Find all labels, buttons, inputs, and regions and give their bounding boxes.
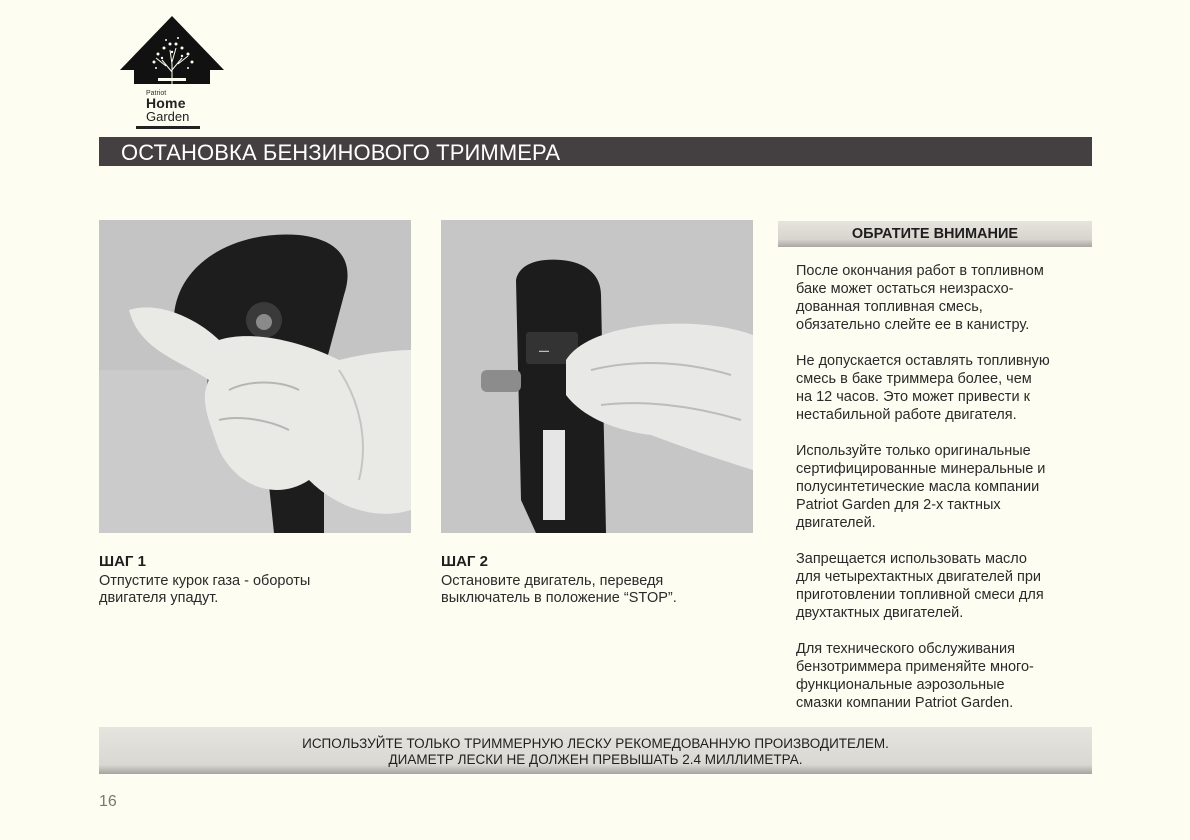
attention-note-4: Запрещается использовать масло для четырехтактных двигателей при приготовлении топливной смеси для двухтактных двигателей. <box>796 551 1044 621</box>
page-number: 16 <box>99 793 117 810</box>
attention-heading: ОБРАТИТЕ ВНИМАНИЕ <box>851 226 1019 242</box>
logo-brand-garden: Garden <box>146 109 190 124</box>
step-1-line-1: Отпустите курок газа - обороты <box>99 573 311 589</box>
step-1-photo <box>99 220 411 533</box>
step-1-text <box>99 573 310 607</box>
step-1-line-2: двигателя упадут. <box>99 590 219 606</box>
section-title-bar <box>99 137 1092 166</box>
step-2-text <box>441 573 677 607</box>
svg-text:–: – <box>539 340 550 360</box>
page-title: ОСТАНОВКА БЕНЗИНОВОГО ТРИММЕРА <box>121 140 561 165</box>
attention-note-2: Не допускается оставлять топливную смесь в баке триммера более, чем на 12 часов. Это может привести к нестабильной работе двигателя. <box>796 353 1050 423</box>
logo-brand-small: Patriot <box>146 90 167 97</box>
attention-note-3: Используйте только оригинальные сертифицированные минеральные и полусинтетические масла компании Patriot Garden для 2-х тактных двигателей. <box>796 443 1046 531</box>
attention-heading-bar <box>778 221 1092 247</box>
notice-line-1: ИСПОЛЬЗУЙТЕ ТОЛЬКО ТРИММЕРНУЮ ЛЕСКУ РЕКОМЕДОВАННУЮ ПРОИЗВОДИТЕЛЕМ. <box>302 736 889 751</box>
attention-note-1: После окончания работ в топливном баке может остаться неизрасхо- дованная топливная смесь, обязательно слейте ее в канистру. <box>796 263 1044 333</box>
step-1-title: ШАГ 1 <box>99 553 146 570</box>
trimmer-line-notice <box>99 727 1092 774</box>
step-2-line-1: Остановите двигатель, переведя <box>441 573 664 589</box>
step-2-title: ШАГ 2 <box>441 553 488 570</box>
step-2-photo <box>441 220 753 533</box>
logo-underline <box>136 126 200 129</box>
step-2-line-2: выключатель в положение “STOP”. <box>441 590 677 606</box>
attention-note-5: Для технического обслуживания бензотриммера применяйте много- функциональные аэрозольные смазки компании Patriot Garden. <box>796 641 1034 711</box>
notice-line-2: ДИАМЕТР ЛЕСКИ НЕ ДОЛЖЕН ПРЕВЫШАТЬ 2.4 МИЛЛИМЕТРА. <box>388 752 803 767</box>
logo-brand-home: Home <box>146 95 186 111</box>
